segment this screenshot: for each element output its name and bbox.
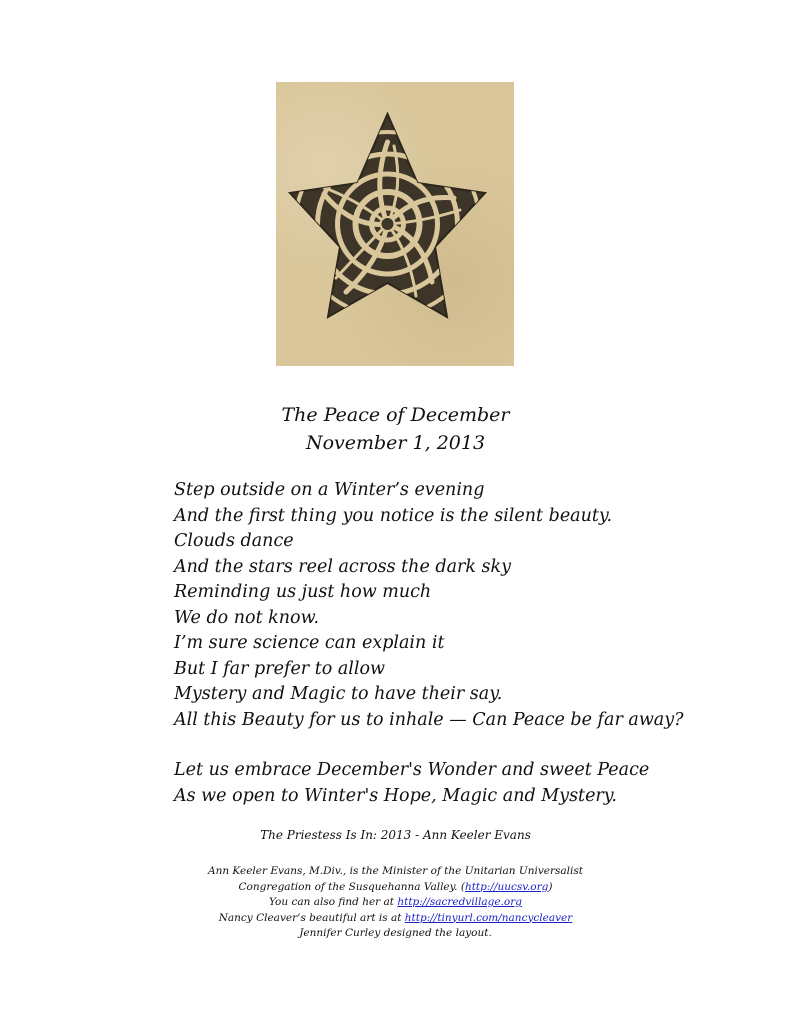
- poem-line: But I far prefer to allow: [174, 658, 385, 679]
- poem-line: Mystery and Magic to have their say.: [174, 684, 503, 704]
- poem-line: Let us embrace December's Wonder and sweet Peace: [174, 760, 650, 780]
- footer-notes: [0, 864, 791, 942]
- poem-line: Reminding us just how much: [174, 582, 432, 602]
- poem-line: And the first thing you notice is the silent beauty.: [174, 505, 613, 526]
- poem-line: And the stars reel across the dark sky: [174, 556, 512, 577]
- poem-line: All this Beauty for us to inhale — Can Peace be far away?: [174, 709, 684, 730]
- poem-body: [174, 478, 774, 809]
- footer-text: Congregation of the Susquehanna Valley. (: [238, 880, 465, 893]
- footer-line-bio: Ann Keeler Evans, M.Div., is the Minister of the Unitarian Universalist: [207, 865, 583, 877]
- footer-line-layout: Jennifer Curley designed the layout.: [299, 927, 492, 939]
- poem-line: As we open to Winter's Hope, Magic and Mystery.: [174, 785, 617, 806]
- poem-line: We do not know.: [174, 607, 320, 628]
- footer-line-congregation: [0, 880, 791, 896]
- star-mandala-icon: [276, 82, 514, 366]
- author-credit: The Priestess Is In: 2013 - Ann Keeler Evans: [260, 828, 531, 842]
- footer-line-art: [0, 911, 791, 927]
- sacredvillage-link[interactable]: http://sacredvillage.org: [397, 896, 522, 908]
- footer-text: Nancy Cleaver’s beautiful art is at: [218, 911, 405, 924]
- footer-line-sacredvillage: [0, 895, 791, 911]
- poem-title: The Peace of December: [281, 404, 510, 426]
- uucsv-link[interactable]: http://uucsv.org: [464, 880, 549, 893]
- poem-line: I’m sure science can explain it: [174, 633, 445, 653]
- poem-line: Step outside on a Winter’s evening: [174, 480, 485, 500]
- star-artwork: [276, 82, 514, 366]
- poem-line: Clouds dance: [174, 531, 294, 551]
- nancycleaver-link[interactable]: http://tinyurl.com/nancycleaver: [404, 911, 573, 924]
- footer-text: You can also find her at: [269, 896, 398, 908]
- footer-text: ): [548, 880, 553, 893]
- stanza-gap: [174, 733, 774, 758]
- poem-date: November 1, 2013: [305, 432, 486, 454]
